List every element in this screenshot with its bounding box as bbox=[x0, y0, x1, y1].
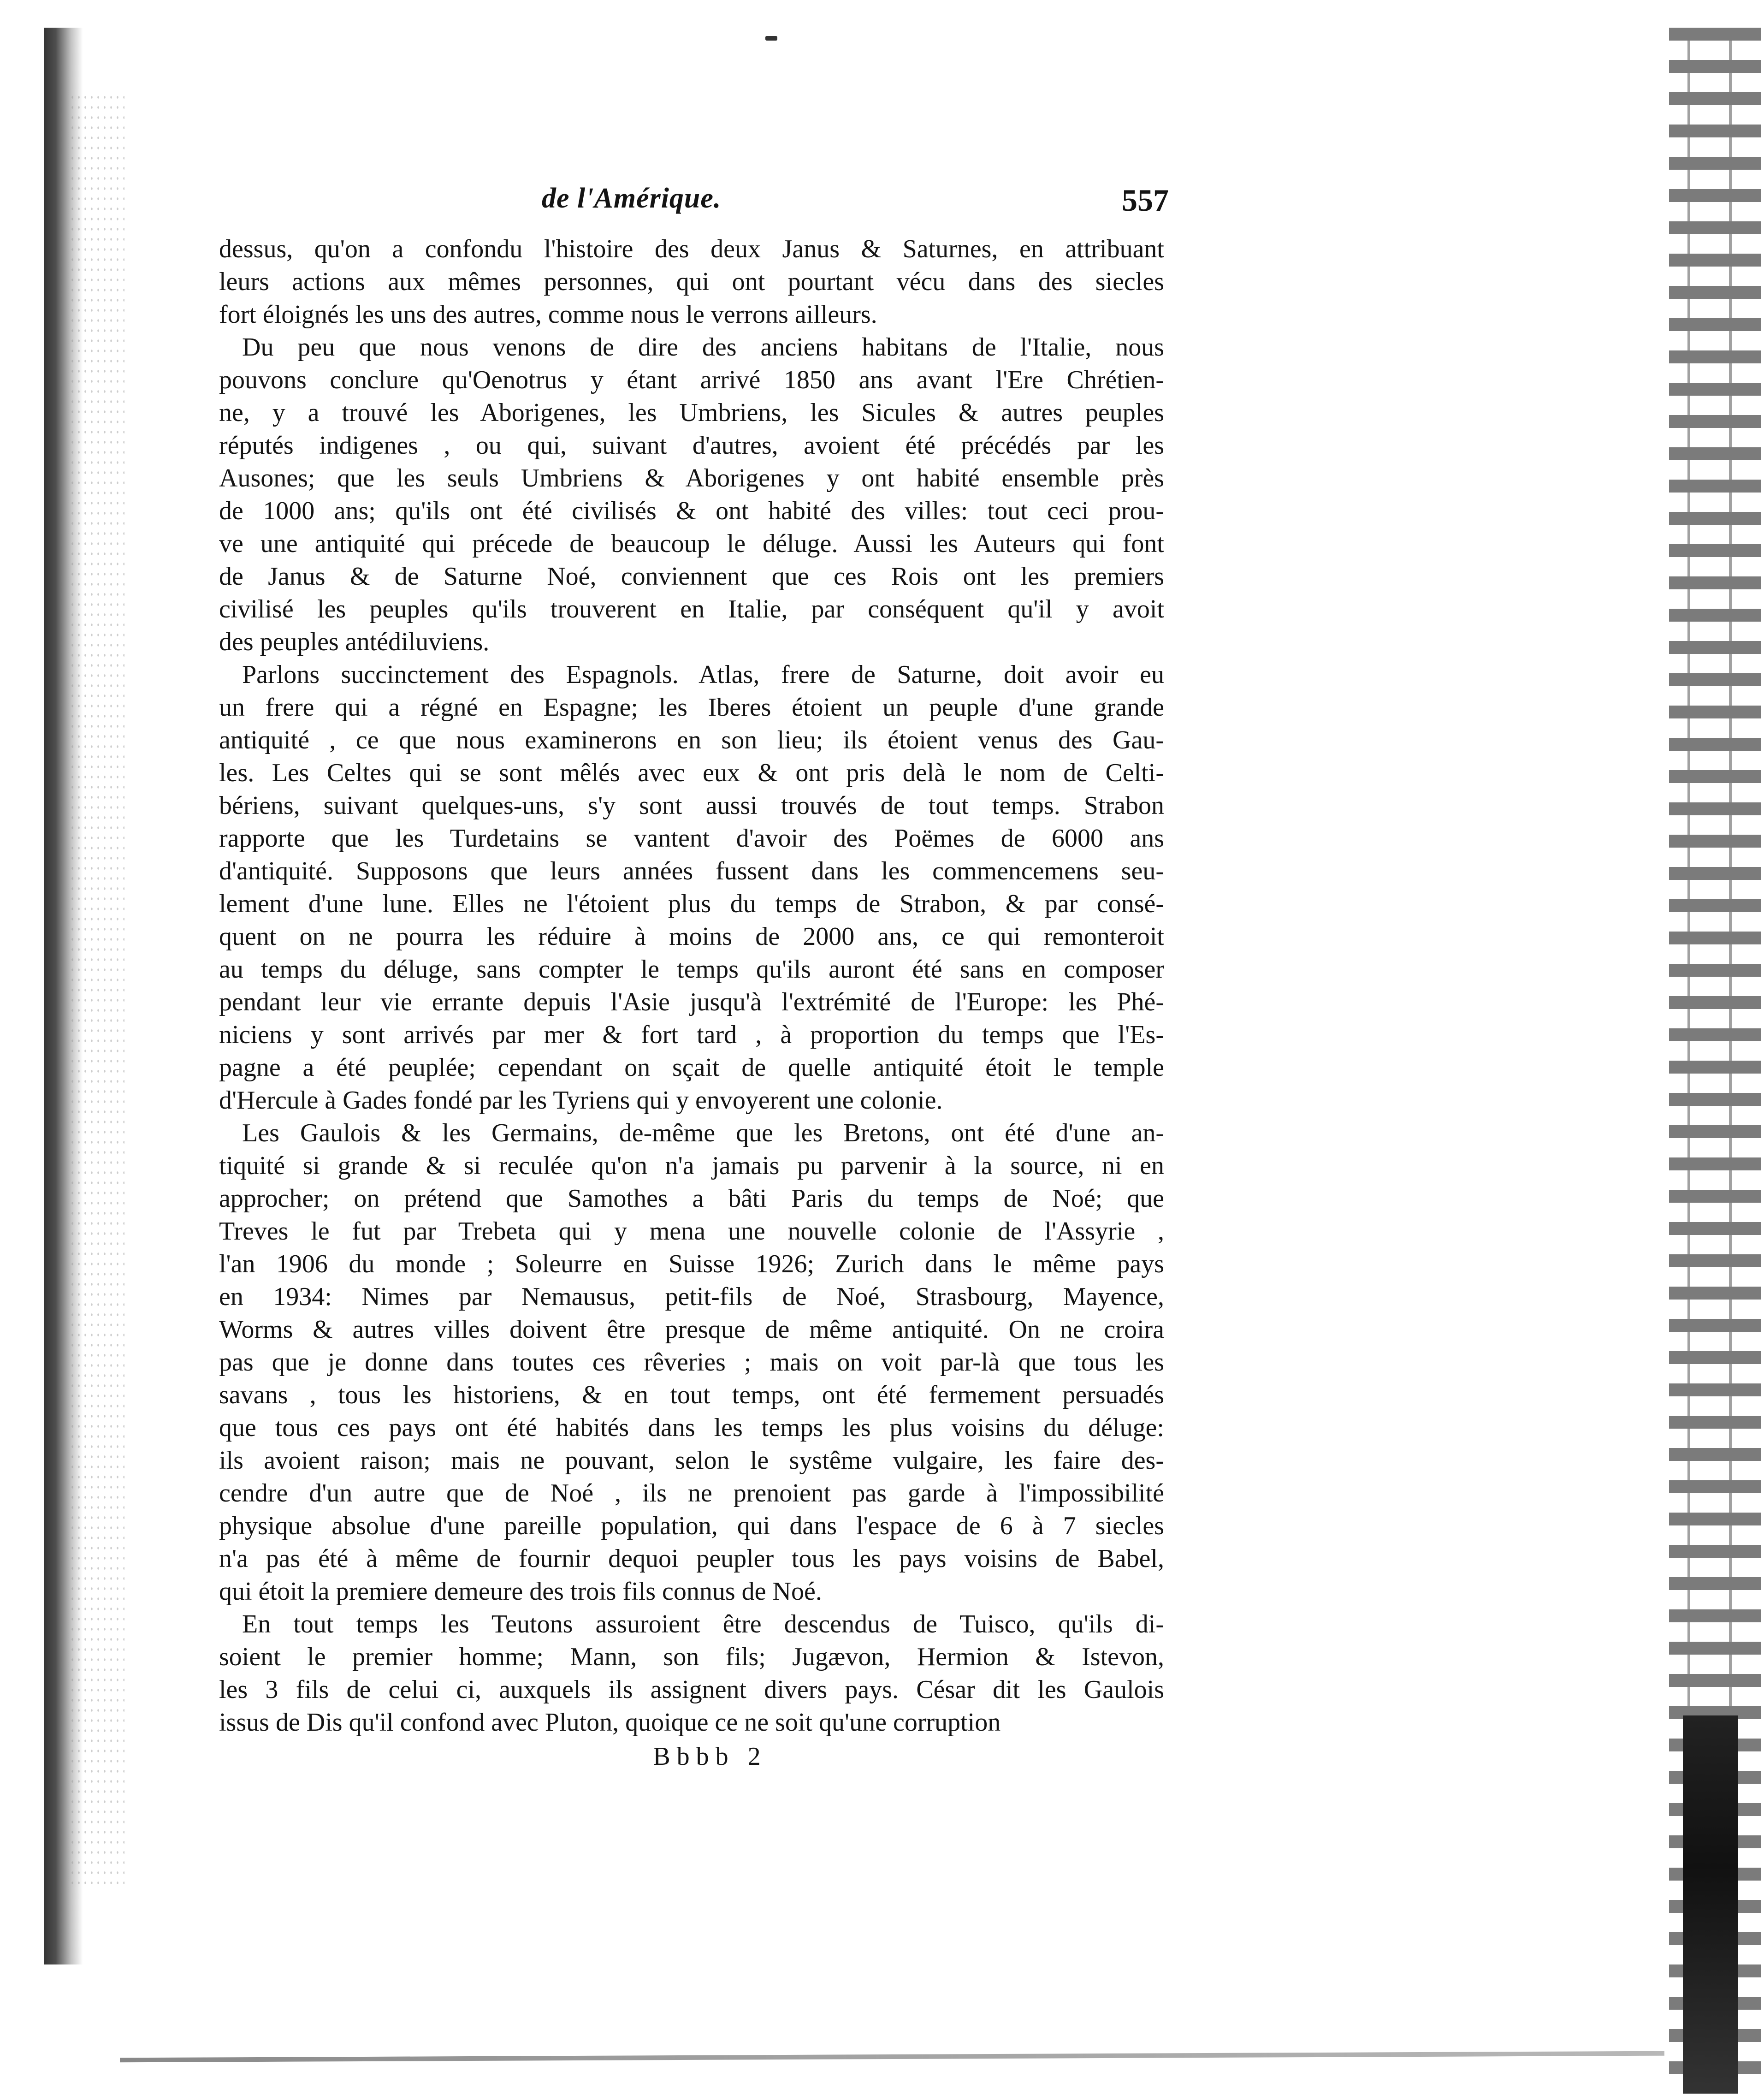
text-line: issus de Dis qu'il confond avec Pluton, quoique ce ne soit qu'une corruption bbox=[219, 1708, 1001, 1737]
text-line: approcher; on prétend que Samothes a bâti Paris du temps de Noé; que bbox=[219, 1184, 1164, 1213]
book-page bbox=[219, 182, 1169, 1771]
text-line: ve une antiquité qui précede de beaucoup le déluge. Aussi les Auteurs qui font bbox=[219, 529, 1164, 558]
text-line: rapporte que les Turdetains se vantent d'avoir des Poëmes de 6000 ans bbox=[219, 824, 1164, 853]
text-line: pouvons conclure qu'Oenotrus y étant arrivé 1850 ans avant l'Ere Chrétien- bbox=[219, 366, 1164, 394]
signature-mark: Bbbb 2 bbox=[653, 1742, 767, 1771]
text-line: niciens y sont arrivés par mer & fort tard , à proportion du temps que l'Es- bbox=[219, 1021, 1164, 1049]
text-line: d'antiquité. Supposons que leurs années fussent dans les commencemens seu- bbox=[219, 857, 1164, 885]
scan-bottom-edge bbox=[120, 2051, 1664, 2063]
text-line: ne, y a trouvé les Aborigenes, les Umbriens, les Sicules & autres peuples bbox=[219, 398, 1164, 427]
text-line: Treves le fut par Trebeta qui y mena une nouvelle colonie de l'Assyrie , bbox=[219, 1217, 1164, 1246]
text-line: fort éloignés les uns des autres, comme nous le verrons ailleurs. bbox=[219, 300, 877, 329]
text-line: réputés indigenes , ou qui, suivant d'autres, avoient été précédés par les bbox=[219, 431, 1164, 460]
scan-noise-left bbox=[69, 92, 124, 1891]
running-head bbox=[219, 182, 1169, 233]
text-line: bériens, suivant quelques-uns, s'y sont aussi trouvés de tout temps. Strabon bbox=[219, 791, 1164, 820]
text-line: ils avoient raison; mais ne pouvant, selon le systême vulgaire, les faire des- bbox=[219, 1446, 1164, 1475]
text-line: de Janus & de Saturne Noé, conviennent que ces Rois ont les premiers bbox=[219, 562, 1164, 591]
running-title: de l'Amérique. bbox=[542, 183, 722, 214]
text-line: En tout temps les Teutons assuroient être descendus de Tuisco, qu'ils di- bbox=[242, 1610, 1164, 1638]
paragraph bbox=[219, 659, 1164, 1117]
text-line: de 1000 ans; qu'ils ont été civilisés & ont habité des villes: tout ceci prou- bbox=[219, 497, 1164, 525]
text-line: Worms & autres villes doivent être presque de même antiquité. On ne croira bbox=[219, 1315, 1164, 1344]
text-line: les. Les Celtes qui se sont mêlés avec eux & ont pris delà le nom de Celti- bbox=[219, 759, 1164, 787]
text-line: Ausones; que les seuls Umbriens & Aborigenes y ont habité ensemble près bbox=[219, 464, 1164, 493]
text-line: soient le premier homme; Mann, son fils; Jugævon, Hermion & Istevon, bbox=[219, 1643, 1164, 1671]
text-line: les 3 fils de celui ci, auxquels ils assignent divers pays. César dit les Gaulois bbox=[219, 1675, 1164, 1704]
text-line: d'Hercule à Gades fondé par les Tyriens qui y envoyerent une colonie. bbox=[219, 1086, 943, 1115]
page-body-text bbox=[219, 233, 1164, 1739]
text-line: Les Gaulois & les Germains, de-même que les Bretons, ont été d'une an- bbox=[242, 1119, 1164, 1147]
text-line: lement d'une lune. Elles ne l'étoient plus du temps de Strabon, & par consé- bbox=[219, 890, 1164, 918]
paragraph bbox=[219, 233, 1164, 331]
paragraph bbox=[219, 1117, 1164, 1608]
text-line: que tous ces pays ont été habités dans les temps les plus voisins du déluge: bbox=[219, 1413, 1164, 1442]
text-line: dessus, qu'on a confondu l'histoire des deux Janus & Saturnes, en attribuant bbox=[219, 235, 1164, 263]
text-line: antiquité , ce que nous examinerons en son lieu; ils étoient venus des Gau- bbox=[219, 726, 1164, 754]
text-line: quent on ne pourra les réduire à moins de 2000 ans, ce qui remonteroit bbox=[219, 922, 1164, 951]
scan-dark-band-right bbox=[1683, 1715, 1738, 2094]
scan-smudge-top bbox=[765, 36, 777, 41]
text-line: tiquité si grande & si reculée qu'on n'a jamais pu parvenir à la source, ni en bbox=[219, 1151, 1164, 1180]
text-line: pas que je donne dans toutes ces rêveries ; mais on voit par-là que tous les bbox=[219, 1348, 1164, 1377]
paragraph bbox=[219, 331, 1164, 659]
text-line: savans , tous les historiens, & en tout temps, ont été fermement persuadés bbox=[219, 1381, 1164, 1409]
text-line: Parlons succinctement des Espagnols. Atlas, frere de Saturne, doit avoir eu bbox=[242, 660, 1164, 689]
text-line: un frere qui a régné en Espagne; les Iberes étoient un peuple d'une grande bbox=[219, 693, 1164, 722]
text-line: pendant leur vie errante depuis l'Asie jusqu'à l'extrémité de l'Europe: les Phé- bbox=[219, 988, 1164, 1016]
text-line: n'a pas été à même de fournir dequoi peupler tous les pays voisins de Babel, bbox=[219, 1544, 1164, 1573]
text-line: pagne a été peuplée; cependant on sçait de quelle antiquité étoit le temple bbox=[219, 1053, 1164, 1082]
text-line: Du peu que nous venons de dire des anciens habitans de l'Italie, nous bbox=[242, 333, 1164, 362]
paragraph bbox=[219, 1608, 1164, 1739]
text-line: physique absolue d'une pareille population, qui dans l'espace de 6 à 7 siecles bbox=[219, 1512, 1164, 1540]
text-line: qui étoit la premiere demeure des trois fils connus de Noé. bbox=[219, 1577, 822, 1606]
text-line: en 1934: Nimes par Nemausus, petit-fils de Noé, Strasbourg, Mayence, bbox=[219, 1282, 1164, 1311]
text-line: au temps du déluge, sans compter le temps qu'ils auront été sans en composer bbox=[219, 955, 1164, 984]
text-line: des peuples antédiluviens. bbox=[219, 628, 490, 656]
page-number: 557 bbox=[1122, 183, 1169, 218]
text-line: civilisé les peuples qu'ils trouverent en Italie, par conséquent qu'il y avoit bbox=[219, 595, 1164, 623]
text-line: cendre d'un autre que de Noé , ils ne prenoient pas garde à l'impossibilité bbox=[219, 1479, 1164, 1507]
text-line: l'an 1906 du monde ; Soleurre en Suisse 1926; Zurich dans le même pays bbox=[219, 1250, 1164, 1278]
text-line: leurs actions aux mêmes personnes, qui ont pourtant vécu dans des siecles bbox=[219, 267, 1164, 296]
